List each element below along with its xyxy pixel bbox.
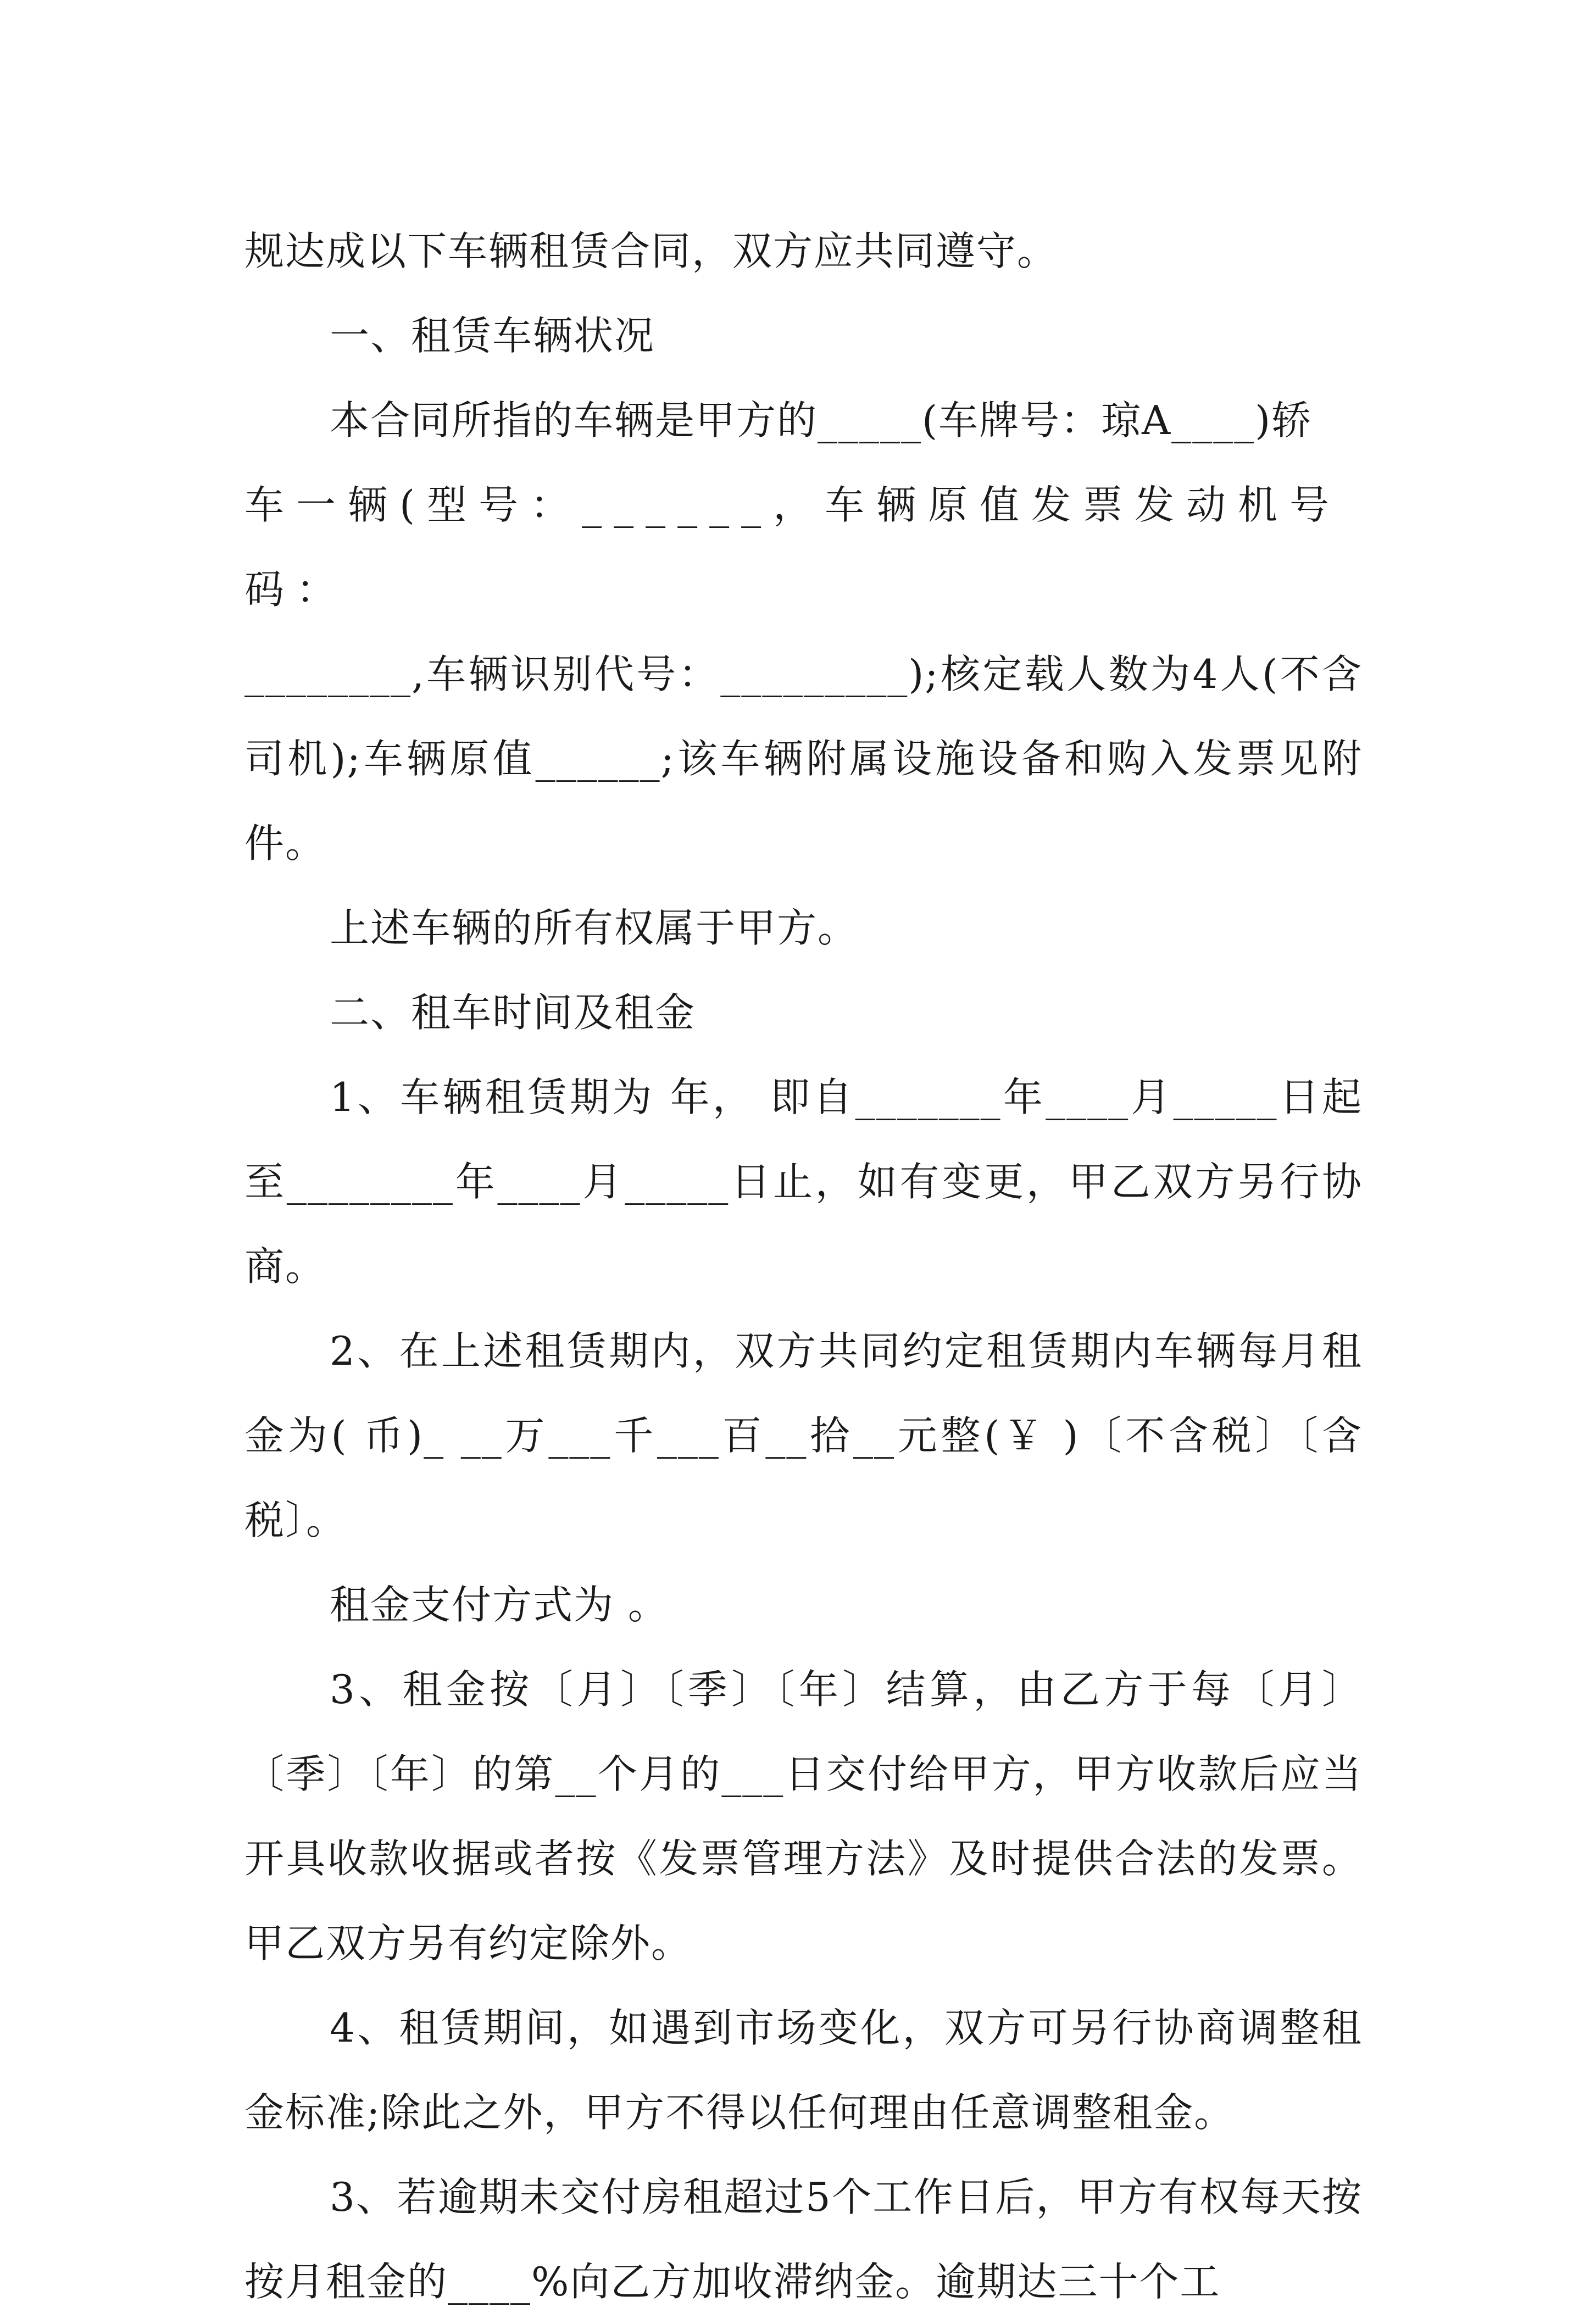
section-heading-rental-period: 二、租车时间及租金: [330, 989, 696, 1036]
paragraph-payment-method: 租金支付方式为 。: [330, 1582, 669, 1628]
paragraph-rent-adjustment: 4、租赁期间，如遇到市场变化，双方可另行协商调整租金标准;除此之外，甲方不得以任何理由任意调整租金。: [244, 2005, 1363, 2136]
paragraph-monthly-rent: 2、在上述租赁期内，双方共同约定租赁期内车辆每月租金为( 币)_ __万___千___百__拾__元整(￥ )〔不含税〕〔含税〕。: [244, 1328, 1363, 1543]
document-body: [244, 209, 1363, 2324]
section-heading-vehicle-status: 一、租赁车辆状况: [330, 313, 655, 359]
paragraph-rental-term: 1、车辆租赁期为 年， 即自_______年____月_____日起至________年____月_____日止，如有变更，甲乙双方另行协商。: [244, 1074, 1363, 1289]
paragraph-vehicle-details: ________,车辆识别代号：_________);核定载人数为4人(不含司机);车辆原值______;该车辆附属设施设备和购入发票见附件。: [244, 651, 1363, 866]
paragraph-settlement: 3、租金按〔月〕〔季〕〔年〕结算，由乙方于每〔月〕〔季〕〔年〕的第__个月的___日交付给甲方，甲方收款后应当开具收款收据或者按《发票管理方法》及时提供合法的发票。甲乙双方另有约定除外。: [244, 1666, 1363, 1966]
paragraph-intro-tail: 规达成以下车辆租赁合同，双方应共同遵守。: [244, 228, 1058, 274]
paragraph-vehicle-plate: 本合同所指的车辆是甲方的_____(车牌号：琼A____)轿: [330, 397, 1313, 443]
paragraph-ownership: 上述车辆的所有权属于甲方。: [330, 905, 859, 951]
paragraph-late-fee: 3、若逾期未交付房租超过5个工作日后，甲方有权每天按按月租金的____%向乙方加收滞纳金。逾期达三十个工: [244, 2174, 1363, 2305]
paragraph-vehicle-model: 车一辆(型号：______，车辆原值发票发动机号码：: [244, 482, 1342, 613]
